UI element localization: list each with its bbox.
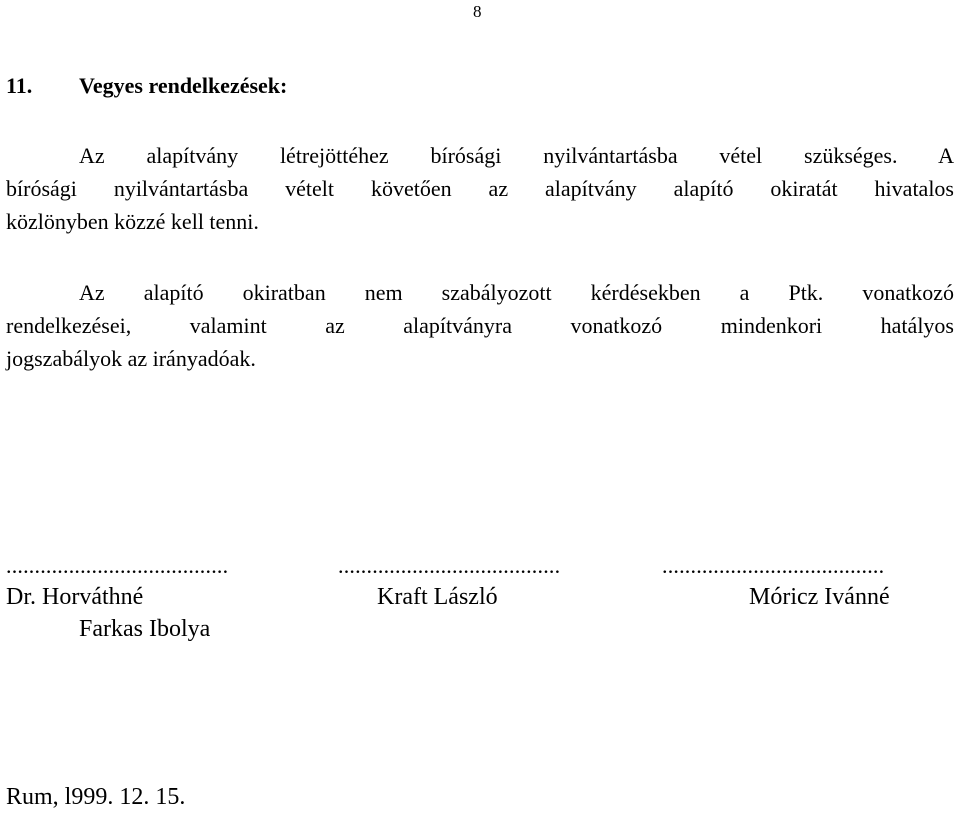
paragraph-registration — [6, 139, 954, 238]
paragraph-line: rendelkezései, valamint az alapítványra vonatkozó mindenkori hatályos — [6, 313, 954, 338]
paragraph-applicable-law — [6, 276, 954, 375]
signature-line-1: ....................................... — [6, 553, 229, 578]
paragraph-line: bírósági nyilvántartásba vételt követően az alapítvány alapító okiratát hivatalos — [6, 176, 954, 201]
signature-line-2: ....................................... — [338, 553, 561, 578]
place-date: Rum, l999. 12. 15. — [6, 784, 186, 810]
paragraph-line: közlönyben közzé kell tenni. — [6, 209, 259, 234]
signer-name-1-line2: Farkas Ibolya — [79, 616, 211, 642]
paragraph-line: Az alapítvány létrejöttéhez bírósági nyilvántartásba vétel szükséges. A — [79, 143, 954, 168]
signature-line-3: ....................................... — [662, 553, 885, 578]
signer-name-2: Kraft László — [377, 584, 498, 610]
section-heading — [6, 73, 287, 99]
signer-name-1: Dr. Horváthné — [6, 584, 144, 610]
page-number: 8 — [473, 2, 482, 21]
paragraph-line: jogszabályok az irányadóak. — [6, 346, 256, 371]
section-title: Vegyes rendelkezések: — [79, 73, 288, 98]
signer-name-3: Móricz Ivánné — [749, 584, 890, 610]
paragraph-line: Az alapító okiratban nem szabályozott kérdésekben a Ptk. vonatkozó — [79, 280, 954, 305]
section-number: 11. — [6, 73, 33, 98]
